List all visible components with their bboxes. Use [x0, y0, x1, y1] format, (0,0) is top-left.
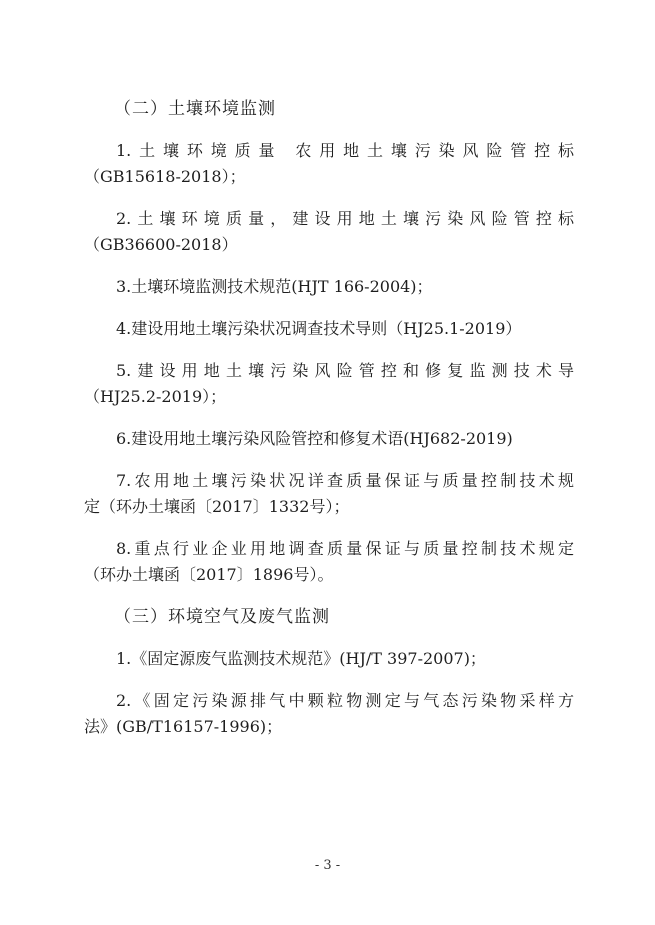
- list-item: [84, 138, 574, 190]
- item-text: 5.建设用地土壤污染风险管控和修复监测技术导: [116, 361, 574, 380]
- page-number: - 3 -: [314, 858, 341, 873]
- item-text-continued: （HJ25.2-2019）；: [84, 387, 227, 406]
- list-item: [84, 468, 574, 520]
- item-text: 6.建设用地土壤污染风险管控和修复术语(HJ682-2019): [116, 429, 513, 448]
- item-text: 3.土壤环境监测技术规范(HJT 166-2004)；: [116, 277, 433, 296]
- item-text-continued: 定（环办土壤函〔2017〕1332号）；: [84, 497, 350, 516]
- section-heading-soil: （二）土壤环境监测: [114, 99, 276, 119]
- list-item: [84, 688, 574, 740]
- item-text: 8.重点行业企业用地调查质量保证与质量控制技术规定: [116, 539, 574, 558]
- list-item: [84, 358, 574, 410]
- item-text: 2.《固定污染源排气中颗粒物测定与气态污染物采样方: [116, 691, 574, 710]
- item-text: 2.土壤环境质量，建设用地土壤污染风险管控标: [116, 209, 574, 228]
- item-text-continued: （环办土壤函〔2017〕1896号）。: [84, 565, 334, 584]
- list-item: [84, 646, 574, 672]
- item-text: 7.农用地土壤污染状况详查质量保证与质量控制技术规: [116, 471, 574, 490]
- list-item: [84, 536, 574, 588]
- item-text-continued: 法》(GB/T16157-1996)；: [84, 717, 283, 736]
- item-text: 1.土壤环境质量 农用地土壤污染风险管控标: [116, 141, 574, 160]
- document-body: [84, 96, 574, 756]
- item-text-continued: （GB15618-2018）；: [84, 167, 246, 186]
- list-item: [84, 274, 574, 300]
- list-item: [84, 316, 574, 342]
- item-text: 4.建设用地土壤污染状况调查技术导则（HJ25.1-2019）: [116, 319, 522, 338]
- item-text: 1.《固定源废气监测技术规范》(HJ/T 397-2007)；: [116, 649, 486, 668]
- item-text-continued: （GB36600-2018）: [84, 235, 238, 254]
- section-heading-air: （三）环境空气及废气监测: [114, 607, 330, 627]
- list-item: [84, 426, 574, 452]
- list-item: [84, 206, 574, 258]
